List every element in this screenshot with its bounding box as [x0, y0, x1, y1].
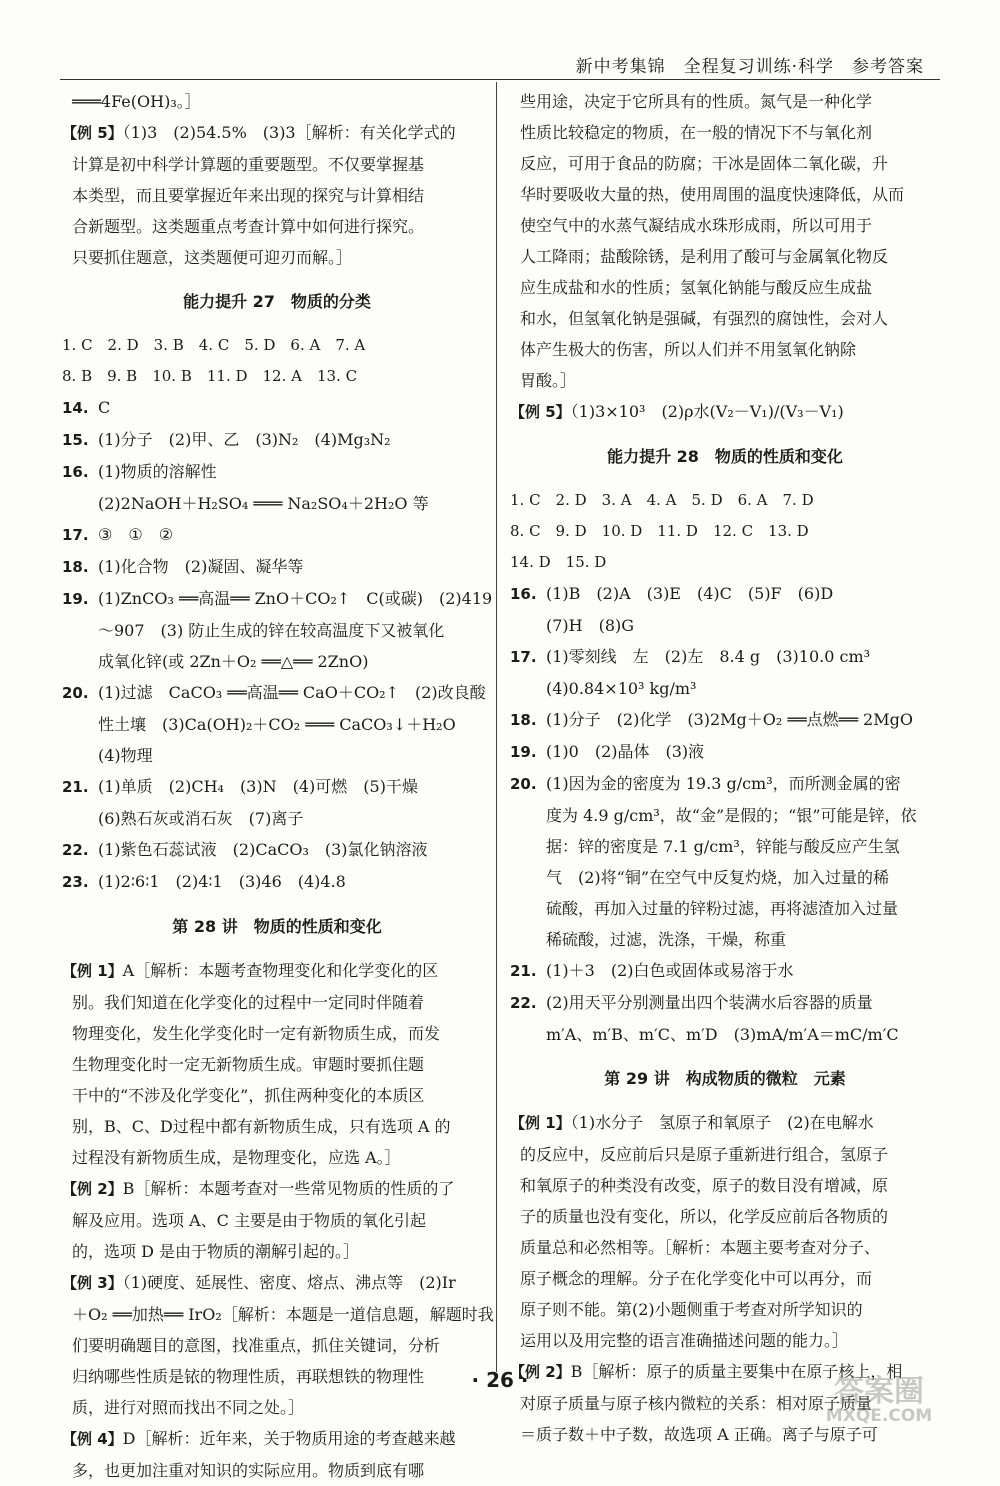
answer-number: 19. [510, 743, 537, 761]
text-line: 原子则不能。第(2)小题侧重于考查对所学知识的 [520, 1300, 863, 1319]
answer-number: 17. [62, 526, 89, 544]
header-rule [60, 79, 940, 80]
numbered-answer [510, 987, 940, 1019]
example-text: B［解析：本题考查对一些常见物质的性质的了 [122, 1179, 455, 1198]
text-line: 使空气中的水蒸气凝结成水珠形成雨，所以可用于 [520, 216, 873, 235]
answer-text: (1)分子 (2)化学 (3)2Mg＋O₂ ══点燃══ 2MgO [546, 710, 913, 729]
section-heading: 能力提升 27 物质的分类 [183, 292, 371, 311]
numbered-answer [510, 641, 940, 673]
text-line [62, 1423, 492, 1455]
answer-number: 19. [62, 590, 89, 608]
answer-text: ③ ① ② [98, 525, 174, 544]
numbered-answer [62, 583, 492, 615]
example-text: A［解析：本题考查物理变化和化学变化的区 [122, 961, 439, 980]
text-line: 气 (2)将“铜”在空气中反复灼烧，加入过量的稀 [546, 868, 890, 887]
example-label: 【例 2】 [510, 1363, 571, 1381]
text-line: (7)H (8)G [546, 616, 635, 635]
numbered-answer [510, 955, 940, 987]
text-line: 原子概念的理解。分子在化学变化中可以再分，而 [520, 1269, 873, 1288]
text-line [510, 396, 940, 428]
text-line [62, 1267, 492, 1299]
text-line: 华时要吸收大量的热，使用周围的温度快速降低，从而 [520, 185, 905, 204]
answer-number: 16. [510, 585, 537, 603]
answer-number: 17. [510, 648, 537, 666]
text-line: 体产生极大的伤害，所以人们并不用氢氧化钠除 [520, 340, 857, 359]
text-line: 胃酸。］ [520, 371, 577, 390]
answer-number: 21. [510, 962, 537, 980]
text-line: 的，选项 D 是由于物质的潮解引起的。］ [72, 1242, 360, 1261]
text-line: 质量总和必然相等。［解析：本题主要考查对分子、 [520, 1238, 881, 1257]
text-line: 应生成盐和水的性质；氢氧化钠能与酸反应生成盐 [520, 278, 873, 297]
answer-text: (1)2∶6∶1 (2)4∶1 (3)46 (4)4.8 [98, 872, 346, 891]
page-number: · 26 · [471, 1368, 529, 1392]
numbered-answer [62, 551, 492, 583]
text-line: 归纳哪些性质是铱的物理性质，再联想铁的物理性 [72, 1367, 425, 1386]
example-text: （1)3 (2)54.5% (3)3［解析：有关化学式的 [122, 123, 456, 142]
text-line: 别。我们知道在化学变化的过程中一定同时伴随着 [72, 993, 425, 1012]
text-line: (4)物理 [98, 746, 153, 765]
numbered-answer [62, 424, 492, 456]
answer-number: 21. [62, 778, 89, 796]
text-line: 反应，可用于食品的防腐；干冰是固体二氧化碳，升 [520, 154, 889, 173]
page-header: 新中考集锦 全程复习训练·科学 参考答案 [575, 57, 924, 77]
text-line: 过程没有新物质生成，是物理变化，应选 A。］ [72, 1148, 401, 1167]
text-line: ═══4Fe(OH)₃。］ [72, 92, 201, 111]
text-line: 成氧化锌(或 2Zn＋O₂ ══△══ 2ZnO) [98, 652, 369, 671]
numbered-answer [510, 768, 940, 800]
answer-text: (1)＋3 (2)白色或固体或易溶于水 [546, 961, 794, 980]
example-label: 【例 1】 [62, 962, 123, 980]
numbered-answer [62, 771, 492, 803]
text-line: 的反应中，反应前后只是原子重新进行组合，氢原子 [520, 1145, 889, 1164]
text-line: 质，进行对照而找出不同之处。］ [72, 1398, 305, 1417]
text-line: 物理变化，发生化学变化时一定有新物质生成，而发 [72, 1024, 441, 1043]
section-heading: 第 28 讲 物质的性质和变化 [172, 917, 382, 936]
example-label: 【例 1】 [510, 1114, 571, 1132]
text-line [62, 955, 492, 987]
text-line: 度为 4.9 g/cm³，故“金”是假的；“银”可能是锌，依 [546, 806, 917, 825]
left-column [62, 86, 492, 1486]
example-text: （1)3×10³ (2)ρ水(V₂－V₁)/(V₃－V₁) [570, 402, 844, 421]
answer-text: (1)因为金的密度为 19.3 g/cm³，而所测金属的密 [546, 774, 901, 793]
text-line: 对原子质量与原子核内微粒的关系：相对原子质量 [520, 1394, 873, 1413]
text-line: (2)2NaOH＋H₂SO₄ ═══ Na₂SO₄＋2H₂O 等 [98, 494, 429, 513]
numbered-answer [62, 519, 492, 551]
example-label: 【例 3】 [62, 1274, 123, 1292]
text-line: m′A、m′B、m′C、m′D (3)mA/m′A＝mC/m′C [546, 1025, 899, 1044]
text-line: 和氧原子的种类没有改变，原子的数目没有增减，原 [520, 1176, 889, 1195]
text-line [510, 1107, 940, 1139]
text-line: ～907 (3) 防止生成的锌在较高温度下又被氧化 [98, 621, 445, 640]
text-line: 硫酸，再加入过量的锌粉过滤，再将滤渣加入过量 [546, 899, 899, 918]
text-line: 合新题型。这类题重点考查计算中如何进行探究。 [72, 217, 425, 236]
section-heading: 第 29 讲 构成物质的微粒 元素 [604, 1069, 846, 1088]
text-line: 干中的“不涉及化学变化”，抓住两种变化的本质区 [72, 1086, 425, 1105]
answer-text: C [98, 398, 111, 417]
text-line: 据：锌的密度是 7.1 g/cm³，锌能与酸反应产生氢 [546, 837, 900, 856]
numbered-answer [62, 456, 492, 488]
example-text: （1)水分子 氢原子和氧原子 (2)在电解水 [570, 1113, 874, 1132]
answer-text: (1)分子 (2)甲、乙 (3)N₂ (4)Mg₃N₂ [98, 430, 391, 449]
section-heading: 能力提升 28 物质的性质和变化 [607, 447, 843, 466]
example-label: 【例 2】 [62, 1180, 123, 1198]
text-line: 解及应用。选项 A、C 主要是由于物质的氧化引起 [72, 1211, 426, 1230]
column-divider [496, 82, 497, 1372]
answer-number: 15. [62, 431, 89, 449]
answer-number: 14. [62, 399, 89, 417]
text-line: ＝质子数＋中子数，故选项 A 正确。离子与原子可 [520, 1425, 878, 1444]
answer-row: 14. D 15. D [510, 553, 607, 571]
example-label: 【例 5】 [510, 403, 571, 421]
answer-text: (1)ZnCO₃ ══高温══ ZnO＋CO₂↑ C(或碳) (2)419 [98, 589, 493, 608]
answer-number: 23. [62, 873, 89, 891]
numbered-answer [510, 736, 940, 768]
numbered-answer [510, 578, 940, 610]
answer-row: 1. C 2. D 3. B 4. C 5. D 6. A 7. A [62, 336, 366, 354]
answer-text: (1)过滤 CaCO₃ ══高温══ CaO＋CO₂↑ (2)改良酸 [98, 683, 486, 702]
right-column [510, 86, 940, 1450]
watermark-logo [777, 1367, 982, 1425]
numbered-answer [62, 392, 492, 424]
text-line: (6)熟石灰或消石灰 (7)离子 [98, 809, 304, 828]
text-line: 些用途，决定于它所具有的性质。氮气是一种化学 [520, 92, 873, 111]
watermark-text: 答案圈 [834, 1374, 924, 1409]
text-line: 性土壤 (3)Ca(OH)₂＋CO₂ ═══ CaCO₃↓＋H₂O [98, 715, 456, 734]
watermark-url: MXQE.COM [825, 1406, 933, 1425]
example-text: D［解析：近年来，关于物质用途的考查越来越 [122, 1429, 456, 1448]
answer-number: 20. [510, 775, 537, 793]
answer-text: (1)物质的溶解性 [98, 462, 217, 481]
answer-number: 16. [62, 463, 89, 481]
text-line: 们要明确题目的意图，找准重点，抓住关键词，分析 [72, 1336, 441, 1355]
answer-text: (1)单质 (2)CH₄ (3)N (4)可燃 (5)干燥 [98, 777, 418, 796]
answer-number: 22. [510, 994, 537, 1012]
numbered-answer [62, 677, 492, 709]
text-line: 计算是初中科学计算题的重要题型。不仅要掌握基 [72, 155, 425, 174]
text-line: 性质比较稳定的物质，在一般的情况下不与氧化剂 [520, 123, 873, 142]
text-line: 只要抓住题意，这类题便可迎刃而解。］ [72, 248, 353, 267]
text-line: 人工降雨；盐酸除锈，是利用了酸可与金属氧化物反 [520, 247, 889, 266]
answer-row: 1. C 2. D 3. A 4. A 5. D 6. A 7. D [510, 491, 814, 509]
answer-text: (2)用天平分别测量出四个装满水后容器的质量 [546, 993, 873, 1012]
numbered-answer [510, 704, 940, 736]
text-line: 生物理变化时一定无新物质生成。审题时要抓住题 [72, 1055, 425, 1074]
example-text: （1)硬度、延展性、密度、熔点、沸点等 (2)Ir [122, 1273, 456, 1292]
text-line: 本类型，而且要掌握近年来出现的探究与计算相结 [72, 186, 425, 205]
text-line: ＋O₂ ══加热══ IrO₂［解析：本题是一道信息题，解题时我 [72, 1305, 494, 1324]
example-label: 【例 5】 [62, 124, 123, 142]
answer-text: (1)0 (2)晶体 (3)液 [546, 742, 705, 761]
text-line: 和水，但氢氧化钠是强碱，有强烈的腐蚀性，会对人 [520, 309, 889, 328]
answer-text: (1)化合物 (2)凝固、凝华等 [98, 557, 304, 576]
numbered-answer [62, 866, 492, 898]
example-text: B［解析：原子的质量主要集中在原子核上，相 [570, 1362, 903, 1381]
numbered-answer [62, 834, 492, 866]
text-line: 子的质量也没有变化，所以，化学反应前后各物质的 [520, 1207, 889, 1226]
answer-number: 18. [62, 558, 89, 576]
text-line [62, 1173, 492, 1205]
text-line: 别，B、C、D过程中都有新物质生成，只有选项 A 的 [72, 1117, 451, 1136]
text-line: (4)0.84×10³ kg/m³ [546, 679, 697, 698]
answer-row: 8. C 9. D 10. D 11. D 12. C 13. D [510, 522, 809, 540]
example-label: 【例 4】 [62, 1430, 123, 1448]
answer-number: 18. [510, 711, 537, 729]
answer-text: (1)B (2)A (3)E (4)C (5)F (6)D [546, 584, 834, 603]
answer-number: 20. [62, 684, 89, 702]
text-line: 运用以及用完整的语言准确描述问题的能力。］ [520, 1331, 849, 1350]
text-line: 多，也更加注重对知识的实际应用。物质到底有哪 [72, 1461, 425, 1480]
text-line [62, 117, 492, 149]
answer-row: 8. B 9. B 10. B 11. D 12. A 13. C [62, 367, 358, 385]
answer-text: (1)紫色石蕊试液 (2)CaCO₃ (3)氯化钠溶液 [98, 840, 428, 859]
answer-number: 22. [62, 841, 89, 859]
answer-text: (1)零刻线 左 (2)左 8.4 g (3)10.0 cm³ [546, 647, 871, 666]
text-line: 稀硫酸，过滤，洗涤，干燥，称重 [546, 930, 787, 949]
